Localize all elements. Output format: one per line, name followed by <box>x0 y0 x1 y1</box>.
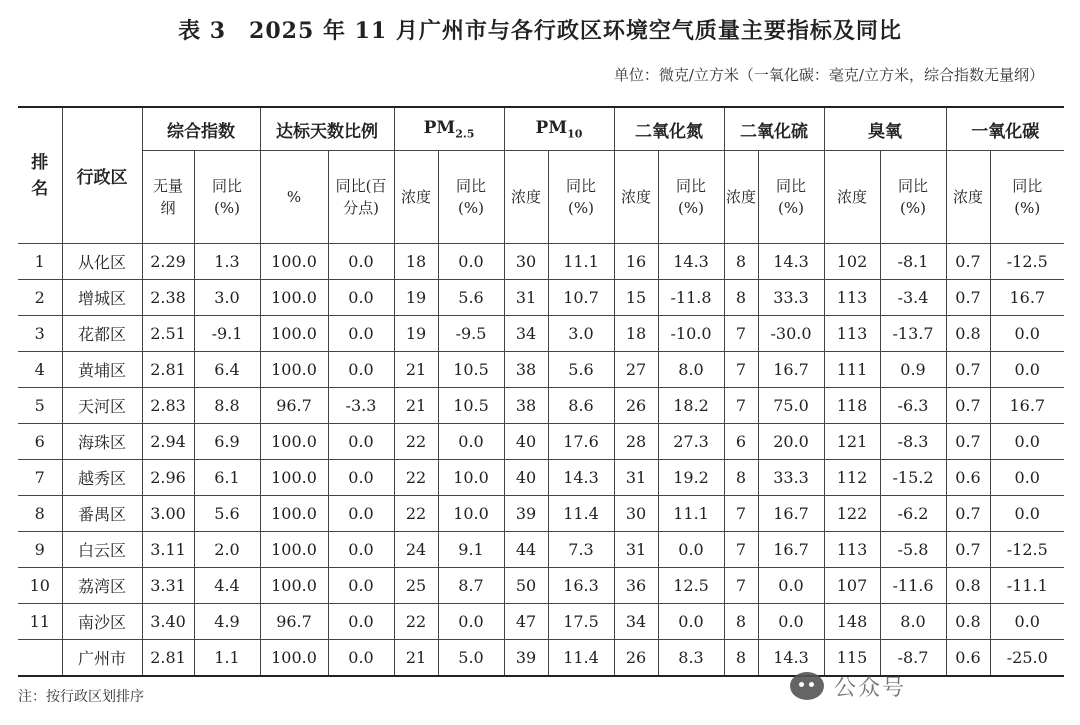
value-cell: 20.0 <box>758 424 824 460</box>
value-cell: 6.4 <box>194 352 260 388</box>
sub-header: 同比(百分点) <box>328 151 394 244</box>
district-cell: 番禺区 <box>62 496 142 532</box>
value-cell: 100.0 <box>260 460 328 496</box>
rank-cell: 3 <box>18 316 62 352</box>
value-cell: 31 <box>504 280 548 316</box>
value-cell: 6.9 <box>194 424 260 460</box>
value-cell: 0.0 <box>758 568 824 604</box>
sub-header: 浓度 <box>824 151 880 244</box>
value-cell: 8.6 <box>548 388 614 424</box>
value-cell: 2.96 <box>142 460 194 496</box>
value-cell: -5.8 <box>880 532 946 568</box>
value-cell: 38 <box>504 352 548 388</box>
value-cell: -15.2 <box>880 460 946 496</box>
value-cell: 0.8 <box>946 568 990 604</box>
district-cell: 广州市 <box>62 640 142 677</box>
value-cell: -12.5 <box>990 244 1064 280</box>
value-cell: 10.0 <box>438 496 504 532</box>
value-cell: 75.0 <box>758 388 824 424</box>
value-cell: -11.6 <box>880 568 946 604</box>
table-row <box>18 424 1064 460</box>
value-cell: 18 <box>614 316 658 352</box>
value-cell: -11.8 <box>658 280 724 316</box>
rank-cell: 5 <box>18 388 62 424</box>
value-cell: 118 <box>824 388 880 424</box>
value-cell: 113 <box>824 532 880 568</box>
value-cell: 28 <box>614 424 658 460</box>
district-cell: 白云区 <box>62 532 142 568</box>
value-cell: 2.81 <box>142 640 194 677</box>
value-cell: 0.9 <box>880 352 946 388</box>
table-row <box>18 388 1064 424</box>
value-cell: 0.0 <box>328 640 394 677</box>
value-cell: -9.1 <box>194 316 260 352</box>
value-cell: 31 <box>614 532 658 568</box>
value-cell: 19 <box>394 316 438 352</box>
value-cell: 14.3 <box>758 244 824 280</box>
value-cell: 17.6 <box>548 424 614 460</box>
value-cell: 33.3 <box>758 280 824 316</box>
value-cell: 0.7 <box>946 244 990 280</box>
value-cell: 4.4 <box>194 568 260 604</box>
value-cell: 8.7 <box>438 568 504 604</box>
value-cell: 3.40 <box>142 604 194 640</box>
value-cell: 100.0 <box>260 424 328 460</box>
value-cell: 100.0 <box>260 316 328 352</box>
value-cell: 0.0 <box>328 244 394 280</box>
value-cell: -30.0 <box>758 316 824 352</box>
value-cell: 5.6 <box>548 352 614 388</box>
value-cell: 0.0 <box>328 604 394 640</box>
value-cell: 4.9 <box>194 604 260 640</box>
value-cell: 0.0 <box>328 460 394 496</box>
value-cell: 5.6 <box>438 280 504 316</box>
table-row <box>18 244 1064 280</box>
value-cell: 0.0 <box>990 604 1064 640</box>
value-cell: 0.0 <box>658 532 724 568</box>
value-cell: 2.51 <box>142 316 194 352</box>
value-cell: 1.3 <box>194 244 260 280</box>
group-header: $PM_{2.5}$ <box>394 107 504 151</box>
value-cell: 0.0 <box>990 496 1064 532</box>
value-cell: 9.1 <box>438 532 504 568</box>
value-cell: 27.3 <box>658 424 724 460</box>
value-cell: -12.5 <box>990 532 1064 568</box>
group-header: $PM_{10}$ <box>504 107 614 151</box>
group-header: 达标天数比例 <box>260 107 394 151</box>
value-cell: 21 <box>394 640 438 677</box>
value-cell: 19.2 <box>658 460 724 496</box>
value-cell: 0.0 <box>990 460 1064 496</box>
sub-header: 浓度 <box>614 151 658 244</box>
value-cell: 0.0 <box>438 424 504 460</box>
value-cell: 7 <box>724 388 758 424</box>
value-cell: 0.0 <box>328 424 394 460</box>
value-cell: 10.0 <box>438 460 504 496</box>
value-cell: 113 <box>824 316 880 352</box>
value-cell: 3.11 <box>142 532 194 568</box>
rank-cell: 6 <box>18 424 62 460</box>
value-cell: 3.0 <box>548 316 614 352</box>
table-row <box>18 532 1064 568</box>
value-cell: 22 <box>394 496 438 532</box>
sub-header: 同比(%) <box>880 151 946 244</box>
rank-cell: 9 <box>18 532 62 568</box>
district-cell: 南沙区 <box>62 604 142 640</box>
value-cell: 0.0 <box>990 316 1064 352</box>
value-cell: 7 <box>724 352 758 388</box>
value-cell: 113 <box>824 280 880 316</box>
value-cell: -8.3 <box>880 424 946 460</box>
table-row <box>18 352 1064 388</box>
value-cell: 0.7 <box>946 496 990 532</box>
value-cell: -3.4 <box>880 280 946 316</box>
value-cell: 100.0 <box>260 280 328 316</box>
value-cell: 0.0 <box>438 604 504 640</box>
value-cell: 39 <box>504 496 548 532</box>
value-cell: 24 <box>394 532 438 568</box>
district-cell: 花都区 <box>62 316 142 352</box>
value-cell: 5.0 <box>438 640 504 677</box>
value-cell: 115 <box>824 640 880 677</box>
value-cell: 15 <box>614 280 658 316</box>
value-cell: 17.5 <box>548 604 614 640</box>
sub-header: 同比(%) <box>194 151 260 244</box>
value-cell: 6 <box>724 424 758 460</box>
rank-header: 排名 <box>18 107 62 244</box>
rank-cell: 2 <box>18 280 62 316</box>
value-cell: 8 <box>724 604 758 640</box>
rank-cell: 10 <box>18 568 62 604</box>
value-cell: 19 <box>394 280 438 316</box>
value-cell: 36 <box>614 568 658 604</box>
value-cell: 22 <box>394 460 438 496</box>
value-cell: -8.1 <box>880 244 946 280</box>
value-cell: 1.1 <box>194 640 260 677</box>
value-cell: 0.7 <box>946 388 990 424</box>
value-cell: 18 <box>394 244 438 280</box>
table-row <box>18 568 1064 604</box>
value-cell: 30 <box>614 496 658 532</box>
value-cell: 22 <box>394 604 438 640</box>
value-cell: 0.6 <box>946 460 990 496</box>
value-cell: 0.7 <box>946 280 990 316</box>
district-cell: 荔湾区 <box>62 568 142 604</box>
value-cell: 3.0 <box>194 280 260 316</box>
value-cell: 11.1 <box>658 496 724 532</box>
value-cell: 2.0 <box>194 532 260 568</box>
value-cell: -9.5 <box>438 316 504 352</box>
value-cell: 44 <box>504 532 548 568</box>
value-cell: 7 <box>724 496 758 532</box>
rank-cell: 11 <box>18 604 62 640</box>
watermark <box>790 664 1060 708</box>
value-cell: 8.0 <box>880 604 946 640</box>
value-cell: 100.0 <box>260 352 328 388</box>
value-cell: 25 <box>394 568 438 604</box>
value-cell: 8.3 <box>658 640 724 677</box>
value-cell: 16 <box>614 244 658 280</box>
value-cell: 16.7 <box>758 352 824 388</box>
value-cell: -13.7 <box>880 316 946 352</box>
value-cell: 16.7 <box>990 280 1064 316</box>
value-cell: 26 <box>614 388 658 424</box>
value-cell: 7 <box>724 568 758 604</box>
value-cell: 34 <box>504 316 548 352</box>
value-cell: 8.8 <box>194 388 260 424</box>
rank-cell: 4 <box>18 352 62 388</box>
district-cell: 从化区 <box>62 244 142 280</box>
value-cell: 148 <box>824 604 880 640</box>
value-cell: 0.0 <box>328 568 394 604</box>
value-cell: 2.94 <box>142 424 194 460</box>
value-cell: 31 <box>614 460 658 496</box>
value-cell: 2.81 <box>142 352 194 388</box>
value-cell: 22 <box>394 424 438 460</box>
value-cell: 100.0 <box>260 244 328 280</box>
value-cell: 30 <box>504 244 548 280</box>
sub-header: 无量纲 <box>142 151 194 244</box>
value-cell: -3.3 <box>328 388 394 424</box>
value-cell: 27 <box>614 352 658 388</box>
footnote: 注：按行政区划排序 <box>18 689 144 705</box>
value-cell: -11.1 <box>990 568 1064 604</box>
value-cell: 34 <box>614 604 658 640</box>
district-cell: 越秀区 <box>62 460 142 496</box>
value-cell: 0.0 <box>328 496 394 532</box>
value-cell: -6.2 <box>880 496 946 532</box>
value-cell: 8 <box>724 280 758 316</box>
value-cell: 39 <box>504 640 548 677</box>
value-cell: 0.0 <box>328 316 394 352</box>
group-header: 二氧化氮 <box>614 107 724 151</box>
value-cell: 40 <box>504 460 548 496</box>
value-cell: 0.0 <box>328 532 394 568</box>
table-title: 表 3 2025 年 11 月广州市与各行政区环境空气质量主要指标及同比 <box>178 18 902 44</box>
sub-header: 同比(%) <box>438 151 504 244</box>
value-cell: 7 <box>724 316 758 352</box>
value-cell: 7 <box>724 532 758 568</box>
value-cell: 21 <box>394 388 438 424</box>
value-cell: 3.00 <box>142 496 194 532</box>
value-cell: 100.0 <box>260 532 328 568</box>
value-cell: 14.3 <box>548 460 614 496</box>
value-cell: -8.7 <box>880 640 946 677</box>
value-cell: 3.31 <box>142 568 194 604</box>
value-cell: -6.3 <box>880 388 946 424</box>
value-cell: 0.0 <box>438 244 504 280</box>
district-cell: 增城区 <box>62 280 142 316</box>
value-cell: 122 <box>824 496 880 532</box>
value-cell: 0.8 <box>946 604 990 640</box>
value-cell: 0.7 <box>946 532 990 568</box>
value-cell: 8 <box>724 640 758 677</box>
value-cell: 16.7 <box>758 532 824 568</box>
rank-cell: 8 <box>18 496 62 532</box>
value-cell: 21 <box>394 352 438 388</box>
sub-header: 同比(%) <box>658 151 724 244</box>
wechat-icon <box>790 672 824 700</box>
value-cell: 0.0 <box>328 352 394 388</box>
unit-note: 单位：微克/立方米（一氧化碳：毫克/立方米，综合指数无量纲） <box>613 66 1044 84</box>
value-cell: 33.3 <box>758 460 824 496</box>
value-cell: 0.0 <box>658 604 724 640</box>
rank-cell: 1 <box>18 244 62 280</box>
value-cell: 14.3 <box>758 640 824 677</box>
value-cell: 11.4 <box>548 640 614 677</box>
value-cell: -10.0 <box>658 316 724 352</box>
value-cell: 10.7 <box>548 280 614 316</box>
value-cell: 8 <box>724 460 758 496</box>
rank-cell <box>18 640 62 677</box>
group-header: 一氧化碳 <box>946 107 1064 151</box>
watermark-text: 公众号 <box>834 675 907 701</box>
value-cell: 47 <box>504 604 548 640</box>
table-row <box>18 604 1064 640</box>
district-cell: 黄埔区 <box>62 352 142 388</box>
value-cell: 16.7 <box>990 388 1064 424</box>
group-header: 臭氧 <box>824 107 946 151</box>
table-row <box>18 460 1064 496</box>
value-cell: 50 <box>504 568 548 604</box>
district-header: 行政区 <box>62 107 142 244</box>
value-cell: 11.1 <box>548 244 614 280</box>
value-cell: 107 <box>824 568 880 604</box>
value-cell: 8 <box>724 244 758 280</box>
value-cell: 7.3 <box>548 532 614 568</box>
value-cell: 0.0 <box>758 604 824 640</box>
group-header: 综合指数 <box>142 107 260 151</box>
value-cell: 0.0 <box>328 280 394 316</box>
value-cell: 112 <box>824 460 880 496</box>
table-row <box>18 316 1064 352</box>
table-row <box>18 280 1064 316</box>
value-cell: 10.5 <box>438 388 504 424</box>
rank-cell: 7 <box>18 460 62 496</box>
value-cell: 38 <box>504 388 548 424</box>
sub-header: 浓度 <box>394 151 438 244</box>
value-cell: 6.1 <box>194 460 260 496</box>
air-quality-table <box>18 106 1064 677</box>
value-cell: 96.7 <box>260 388 328 424</box>
value-cell: 100.0 <box>260 496 328 532</box>
value-cell: 2.29 <box>142 244 194 280</box>
value-cell: 11.4 <box>548 496 614 532</box>
value-cell: 100.0 <box>260 640 328 677</box>
value-cell: -25.0 <box>990 640 1064 677</box>
value-cell: 10.5 <box>438 352 504 388</box>
district-cell: 天河区 <box>62 388 142 424</box>
value-cell: 2.83 <box>142 388 194 424</box>
value-cell: 16.7 <box>758 496 824 532</box>
value-cell: 100.0 <box>260 568 328 604</box>
value-cell: 16.3 <box>548 568 614 604</box>
sub-header: 同比(%) <box>758 151 824 244</box>
value-cell: 5.6 <box>194 496 260 532</box>
value-cell: 14.3 <box>658 244 724 280</box>
value-cell: 0.7 <box>946 352 990 388</box>
value-cell: 0.7 <box>946 424 990 460</box>
sub-header: 浓度 <box>946 151 990 244</box>
value-cell: 40 <box>504 424 548 460</box>
group-header: 二氧化硫 <box>724 107 824 151</box>
value-cell: 0.6 <box>946 640 990 677</box>
sub-header: 同比(%) <box>990 151 1064 244</box>
sub-header: 浓度 <box>504 151 548 244</box>
sub-header: 浓度 <box>724 151 758 244</box>
value-cell: 18.2 <box>658 388 724 424</box>
value-cell: 8.0 <box>658 352 724 388</box>
value-cell: 111 <box>824 352 880 388</box>
value-cell: 2.38 <box>142 280 194 316</box>
value-cell: 0.0 <box>990 352 1064 388</box>
sub-header: % <box>260 151 328 244</box>
value-cell: 96.7 <box>260 604 328 640</box>
value-cell: 26 <box>614 640 658 677</box>
value-cell: 102 <box>824 244 880 280</box>
table-row <box>18 496 1064 532</box>
value-cell: 121 <box>824 424 880 460</box>
value-cell: 12.5 <box>658 568 724 604</box>
value-cell: 0.8 <box>946 316 990 352</box>
district-cell: 海珠区 <box>62 424 142 460</box>
value-cell: 0.0 <box>990 424 1064 460</box>
sub-header: 同比(%) <box>548 151 614 244</box>
